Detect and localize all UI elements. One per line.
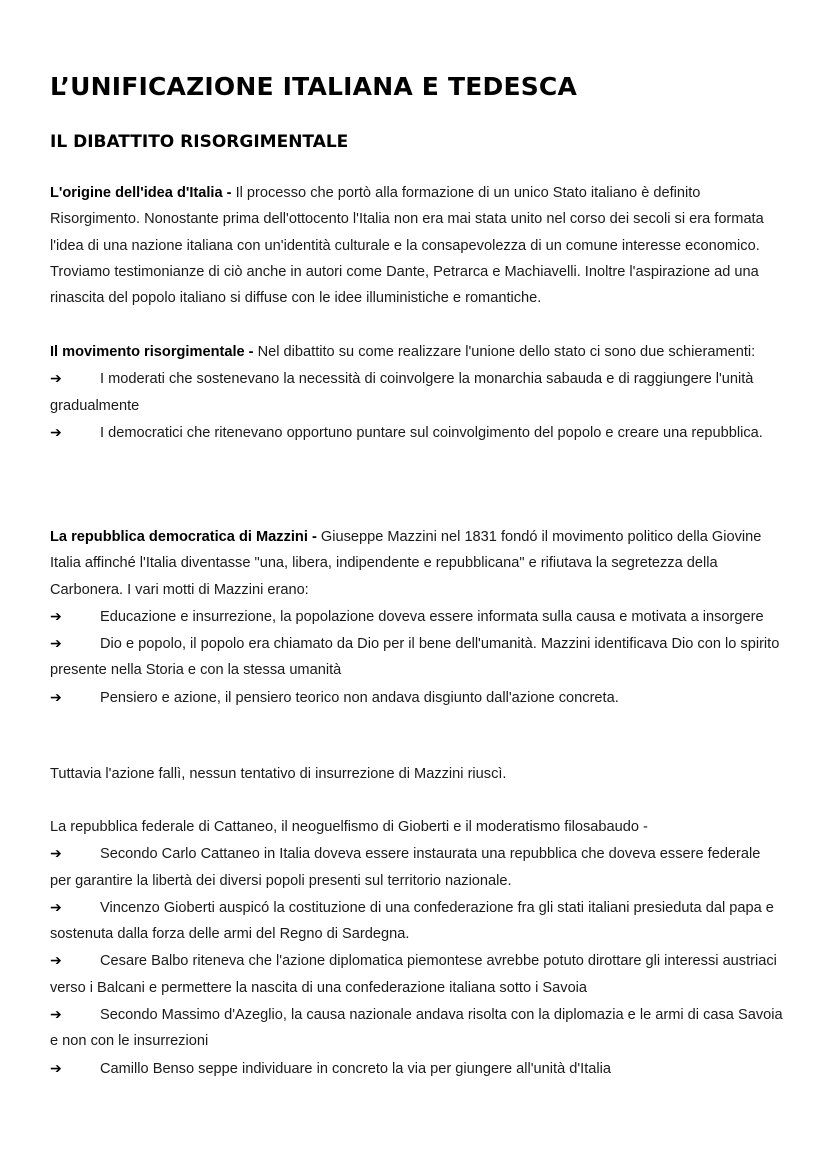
paragraph-lead: Il movimento risorgimentale - bbox=[50, 344, 254, 360]
paragraph bbox=[50, 814, 785, 840]
arrow-icon: ➔ bbox=[50, 898, 62, 915]
section-conclusione bbox=[50, 761, 785, 787]
list-item bbox=[50, 603, 785, 630]
section-movimento bbox=[50, 339, 785, 446]
list-item-text: Dio e popolo, il popolo era chiamato da Dio per il bene dell'umanità. Mazzini identificava Dio con lo spirito presente nella Storia e con la stessa umanità bbox=[50, 636, 780, 679]
arrow-icon: ➔ bbox=[50, 1006, 62, 1023]
paragraph-text: Nel dibattito su come realizzare l'unione dello stato ci sono due schieramenti: bbox=[253, 344, 756, 360]
list-item-text: I moderati che sostenevano la necessità di coinvolgere la monarchia sabauda e di raggiungere l'unità gradualmente bbox=[50, 371, 754, 414]
arrow-icon: ➔ bbox=[50, 688, 62, 705]
list-item bbox=[50, 1055, 785, 1082]
list-item-text: Camillo Benso seppe individuare in concreto la via per giungere all'unità d'Italia bbox=[100, 1060, 611, 1077]
paragraph bbox=[50, 524, 785, 603]
paragraph-text: Giuseppe Mazzini nel 1831 fondó il movimento politico della Giovine Italia affinché l'Italia diventasse "una, libera, indipendente e repubblicana" e rifiutava la segretezza della Carbonera. I vari motti di Mazzini erano: bbox=[50, 529, 762, 598]
arrow-icon: ➔ bbox=[50, 845, 62, 862]
list-item-text: Educazione e insurrezione, la popolazione doveva essere informata sulla causa e motivata a insorgere bbox=[100, 608, 764, 625]
arrow-icon: ➔ bbox=[50, 1059, 62, 1076]
section-heading: IL DIBATTITO RISORGIMENTALE bbox=[50, 132, 349, 152]
page-title: L’UNIFICAZIONE ITALIANA E TEDESCA bbox=[50, 72, 578, 101]
arrow-icon: ➔ bbox=[50, 423, 62, 440]
list-item bbox=[50, 365, 785, 419]
paragraph bbox=[50, 761, 785, 787]
list-item-text: Secondo Carlo Cattaneo in Italia doveva essere instaurata una repubblica che doveva essere federale per garantire la libertà dei diversi popoli presenti sul territorio nazionale. bbox=[50, 846, 761, 889]
list-item bbox=[50, 947, 785, 1001]
paragraph-text: La repubblica federale di Cattaneo, il neoguelfismo di Gioberti e il moderatismo filosabaudo - bbox=[50, 819, 648, 835]
section-cattaneo-gioberti bbox=[50, 814, 785, 1082]
arrow-icon: ➔ bbox=[50, 370, 62, 387]
paragraph-lead: La repubblica democratica di Mazzini - bbox=[50, 529, 317, 545]
list-item bbox=[50, 840, 785, 894]
paragraph-text: Il processo che portò alla formazione di un unico Stato italiano è definito Risorgimento. Nonostante prima dell'ottocento l'Italia non era mai stata unito nel corso dei secoli si era formata l'idea di una nazione italiana con un'identità culturale e la consapevolezza di un comune interesse economico. Troviamo testimonianze di ciò anche in autori come Dante, Petrarca e Machiavelli. Inoltre l'aspirazione ad una rinascita del popolo italiano si diffuse con le idee illuministiche e romantiche. bbox=[50, 185, 764, 307]
section-origine bbox=[50, 180, 785, 311]
arrow-icon: ➔ bbox=[50, 607, 62, 624]
list-item-text: I democratici che ritenevano opportuno puntare sul coinvolgimento del popolo e creare una repubblica. bbox=[100, 424, 763, 441]
paragraph-lead: L'origine dell'idea d'Italia - bbox=[50, 185, 232, 201]
list-item bbox=[50, 1001, 785, 1055]
list-item-text: Vincenzo Gioberti auspicó la costituzione di una confederazione fra gli stati italiani presieduta dal papa e sostenuta dalla forza delle armi del Regno di Sardegna. bbox=[50, 899, 774, 943]
list-item-text: Cesare Balbo riteneva che l'azione diplomatica piemontese avrebbe potuto dirottare gli interessi austriaci verso i Balcani e permettere la nascita di una confederazione italiana sotto i Savoia bbox=[50, 953, 777, 996]
list-item-text: Pensiero e azione, il pensiero teorico non andava disgiunto dall'azione concreta. bbox=[100, 689, 619, 706]
arrow-icon: ➔ bbox=[50, 952, 62, 969]
paragraph bbox=[50, 180, 785, 311]
paragraph bbox=[50, 339, 785, 365]
list-item bbox=[50, 419, 785, 446]
section-mazzini bbox=[50, 524, 785, 711]
arrow-icon: ➔ bbox=[50, 635, 62, 652]
list-item bbox=[50, 684, 785, 711]
list-item bbox=[50, 894, 785, 948]
list-item-text: Secondo Massimo d'Azeglio, la causa nazionale andava risolta con la diplomazia e le armi di casa Savoia e non con le insurrezioni bbox=[50, 1007, 783, 1050]
list-item bbox=[50, 630, 785, 684]
paragraph-text: Tuttavia l'azione fallì, nessun tentativo di insurrezione di Mazzini riuscì. bbox=[50, 766, 507, 782]
